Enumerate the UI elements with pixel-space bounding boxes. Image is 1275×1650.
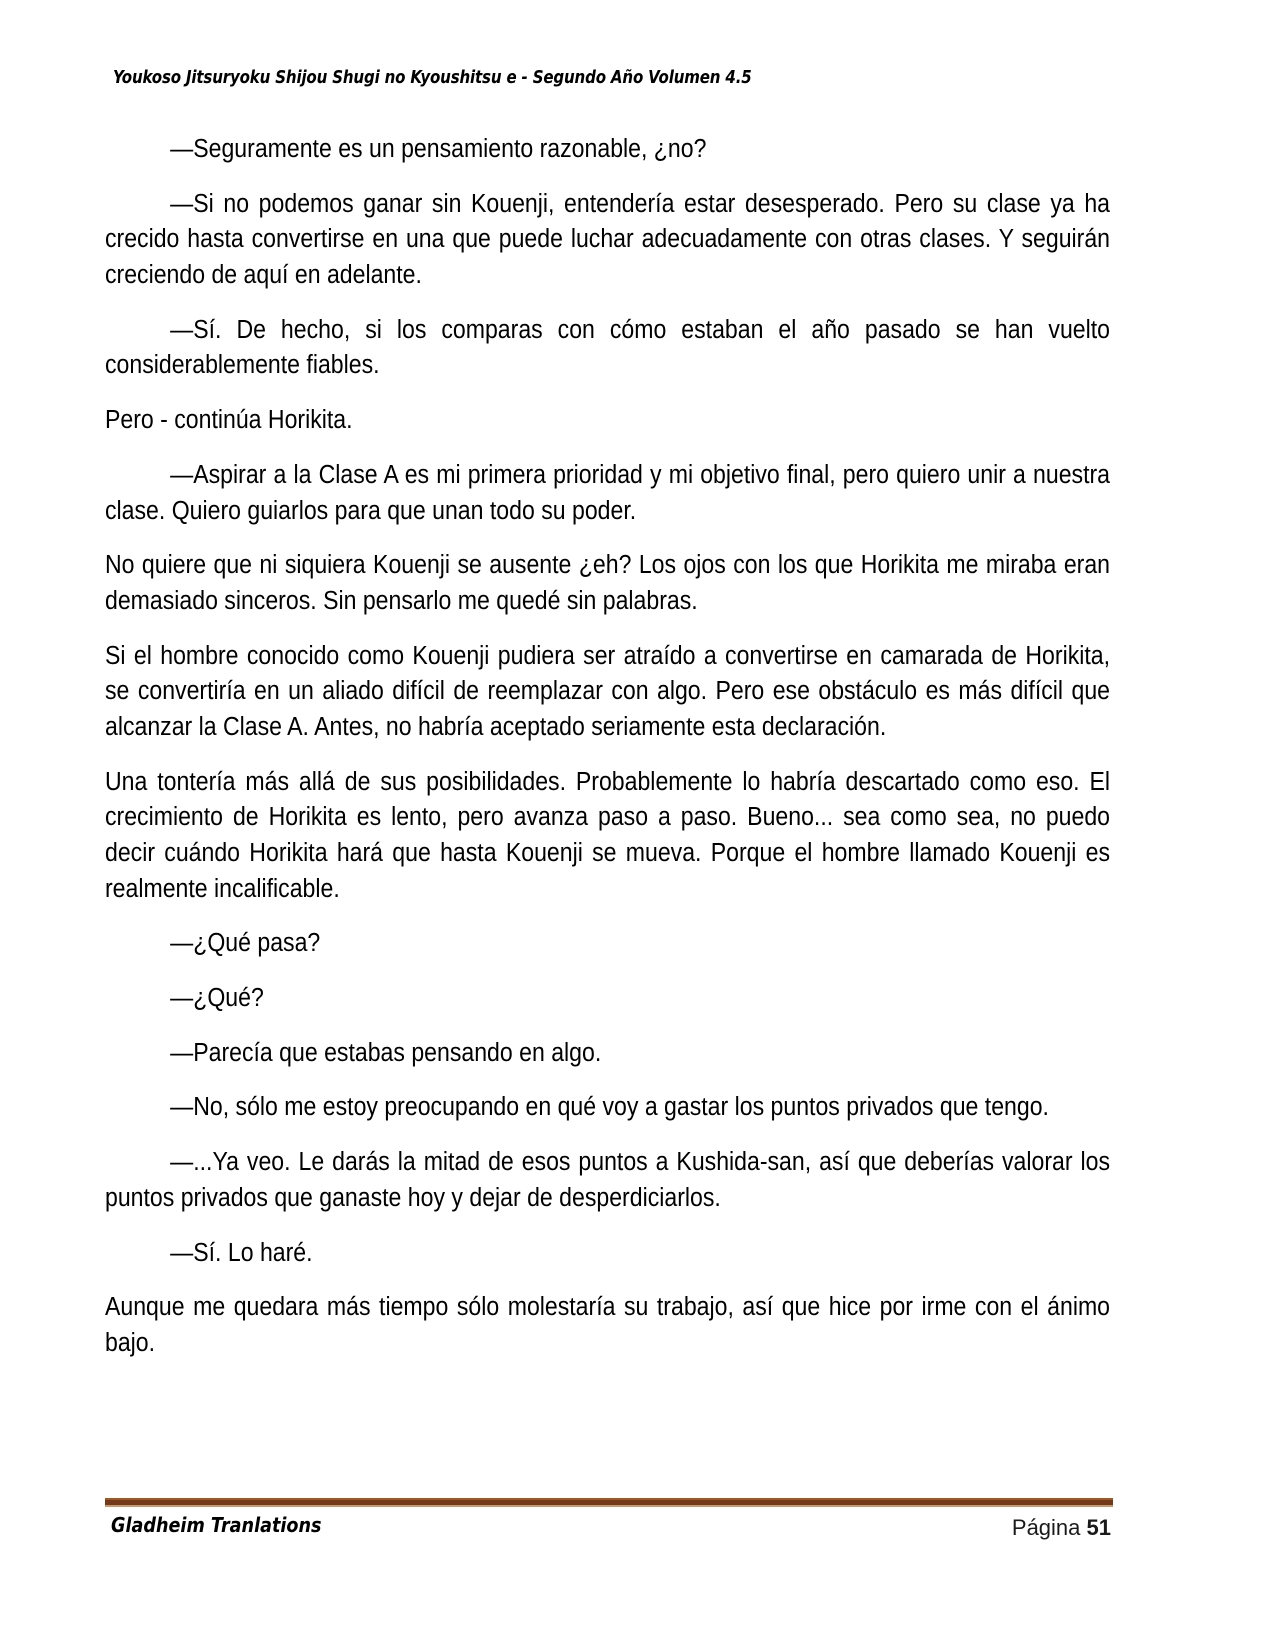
paragraph: Pero - continúa Horikita. — [105, 406, 353, 435]
paragraph: Una tontería más allá de sus posibilidades. Probablemente lo habría descartado como eso. El crecimiento de Horikita es lento, pero avanza paso a paso. Bueno... sea como sea, no puedo decir cuándo Horikita hará que hasta Kouenji se mueva. Porque el hombre llamado Kouenji es realmente incalificable. — [105, 767, 1111, 903]
footer-rule-bottom-bar — [105, 1505, 1113, 1507]
translator-credit: Gladheim Tranlations — [111, 1513, 322, 1537]
paragraph: —¿Qué pasa? — [170, 929, 321, 958]
page-number-block — [1012, 1515, 1111, 1541]
paragraph: —Aspirar a la Clase A es mi primera prioridad y mi objetivo final, pero quiero unir a nuestra clase. Quiero guiarlos para que unan todo su poder. — [105, 460, 1111, 525]
paragraph: —Sí. Lo haré. — [170, 1238, 313, 1267]
paragraph: —Parecía que estabas pensando en algo. — [170, 1038, 602, 1067]
paragraph: —Sí. De hecho, si los comparas con cómo estaban el año pasado se han vuelto considerablemente fiables. — [105, 315, 1111, 380]
document-body — [105, 132, 1110, 1381]
page-header-title: Youkoso Jitsuryoku Shijou Shugi no Kyoushitsu e - Segundo Año Volumen 4.5 — [113, 68, 752, 88]
page-footer — [105, 1513, 1113, 1553]
footer-divider-rule — [105, 1498, 1113, 1507]
page-number: 51 — [1086, 1515, 1111, 1540]
paragraph: Si el hombre conocido como Kouenji pudiera ser atraído a convertirse en camarada de Horikita, se convertiría en un aliado difícil de reemplazar con algo. Pero ese obstáculo es más difícil que alcanzar la Clase A. Antes, no habría aceptado seriamente esta declaración. — [105, 641, 1111, 741]
page-label: Página — [1011, 1515, 1087, 1540]
paragraph: —¿Qué? — [170, 984, 264, 1013]
paragraph: —Seguramente es un pensamiento razonable, ¿no? — [170, 135, 707, 163]
paragraph: —...Ya veo. Le darás la mitad de esos puntos a Kushida-san, así que deberías valorar los puntos privados que ganaste hoy y dejar de desperdiciarlos. — [105, 1148, 1111, 1212]
paragraph: —No, sólo me estoy preocupando en qué voy a gastar los puntos privados que tengo. — [170, 1093, 1049, 1122]
paragraph: No quiere que ni siquiera Kouenji se ausente ¿eh? Los ojos con los que Horikita me miraba eran demasiado sinceros. Sin pensarlo me quedé sin palabras. — [105, 551, 1111, 615]
paragraph: Aunque me quedara más tiempo sólo molestaría su trabajo, así que hice por irme con el ánimo bajo. — [105, 1293, 1111, 1357]
paragraph: —Si no podemos ganar sin Kouenji, entendería estar desesperado. Pero su clase ya ha crecido hasta convertirse en una que puede luchar adecuadamente con otras clases. Y seguirán creciendo de aquí en adelante. — [105, 189, 1111, 290]
